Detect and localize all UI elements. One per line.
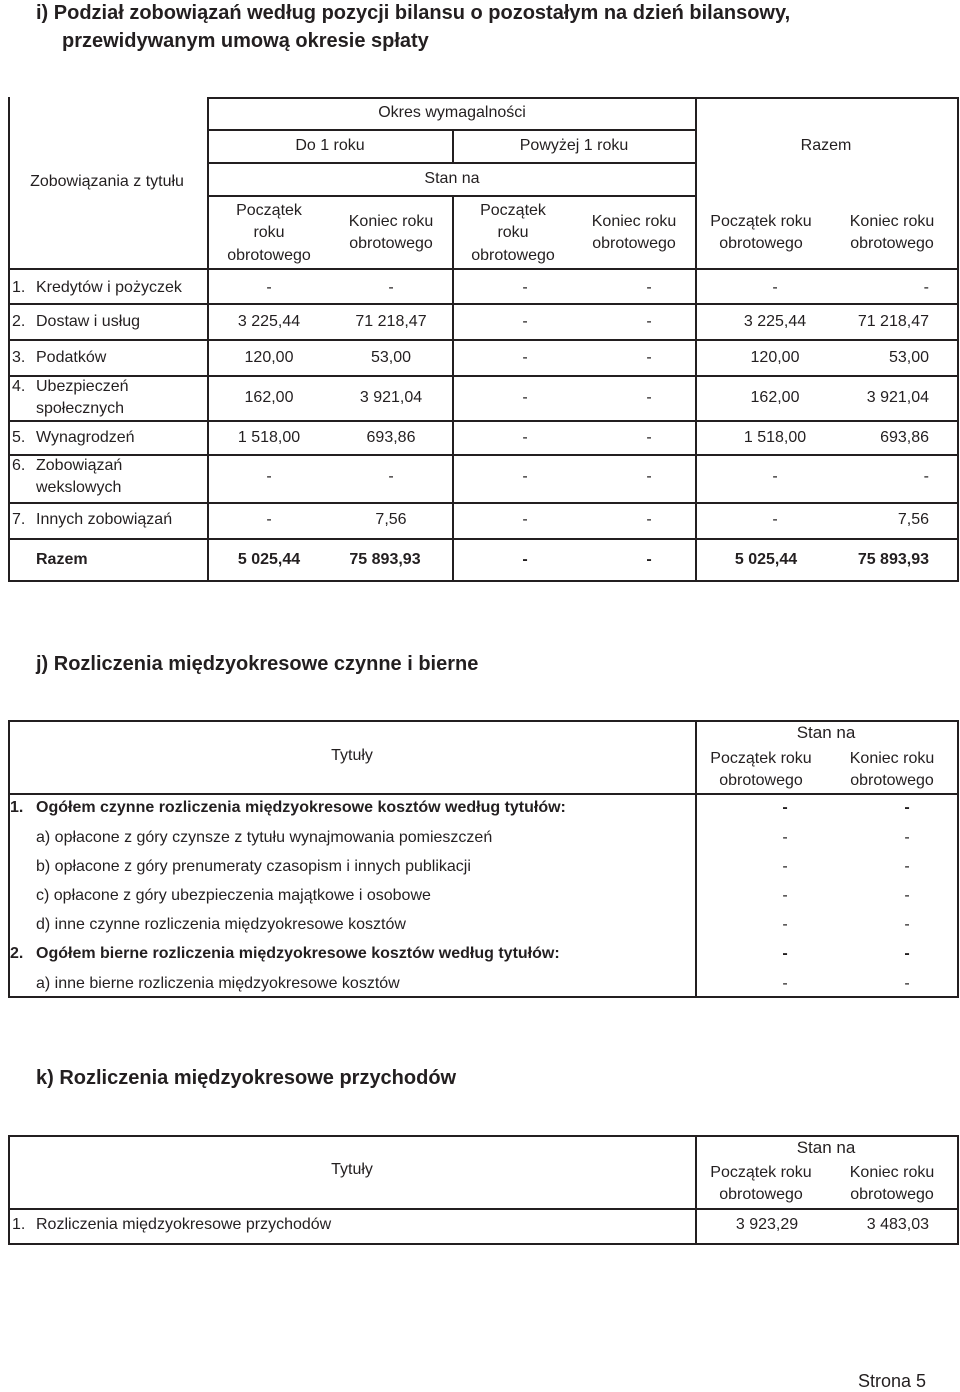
- row-value: -: [522, 279, 528, 296]
- row-value: 693,86: [880, 429, 929, 446]
- header-zobowiazania-z-tytulu: Zobowiązania z tytułu: [30, 173, 184, 190]
- row-label: Ogółem czynne rozliczenia międzyokresowe kosztów według tytułów:: [36, 799, 566, 816]
- header-obrotowego-2: obrotowego: [349, 235, 433, 252]
- row-value-start: -: [782, 829, 788, 846]
- header-poczatek-roku: Początek roku: [710, 1164, 812, 1181]
- row-value: -: [772, 279, 778, 296]
- total-value: -: [646, 551, 652, 568]
- header-koniec-roku: Koniec roku: [849, 750, 935, 767]
- row-value: 693,86: [366, 429, 416, 446]
- row-value: 7,56: [897, 511, 929, 528]
- section-k-title: k) Rozliczenia międzyokresowe przychodów: [36, 1067, 457, 1089]
- header-obrotowego-4: obrotowego: [592, 235, 676, 252]
- row-value: -: [388, 279, 394, 296]
- row-value-start: -: [782, 975, 788, 992]
- row-value-start: -: [782, 799, 788, 816]
- row-number: 5.: [12, 429, 26, 446]
- row-label-line2: społecznych: [36, 400, 125, 417]
- header-obrotowego: obrotowego: [850, 772, 934, 789]
- header-obrotowego-6: obrotowego: [850, 235, 934, 252]
- row-value: -: [646, 349, 652, 366]
- row-value: 1 518,00: [237, 429, 301, 446]
- header-okres-wymagalnosci: Okres wymagalności: [378, 104, 526, 121]
- header-do-1-roku: Do 1 roku: [295, 137, 365, 154]
- row-value-start: -: [782, 916, 788, 933]
- row-number: 1.: [12, 1216, 26, 1233]
- row-label: Kredytów i pożyczek: [36, 279, 182, 296]
- total-value: 5 025,44: [237, 551, 301, 568]
- header-poczatek-a-1: Początek: [236, 202, 302, 219]
- row-label: Wynagrodzeń: [36, 429, 135, 446]
- row-value: -: [646, 313, 652, 330]
- row-number: 4.: [12, 378, 26, 395]
- row-value: -: [923, 468, 929, 485]
- row-number: 3.: [12, 349, 26, 366]
- header-obrotowego: obrotowego: [850, 1186, 934, 1203]
- row-value: -: [522, 313, 528, 330]
- row-label: Dostaw i usług: [36, 313, 141, 330]
- row-value-end: -: [904, 799, 910, 816]
- header-roku-1: roku: [253, 224, 285, 241]
- row-value: -: [522, 511, 528, 528]
- header-razem: Razem: [800, 137, 852, 154]
- row-value-end: -: [904, 858, 910, 875]
- header-stan-na: Stan na: [796, 1138, 856, 1157]
- row-value: -: [266, 511, 272, 528]
- row-label: Ogółem bierne rozliczenia międzyokresowe kosztów według tytułów:: [36, 945, 560, 962]
- row-value: 71 218,47: [857, 313, 929, 330]
- row-value: 53,00: [370, 349, 412, 366]
- row-value: -: [266, 279, 272, 296]
- row-label: a) inne bierne rozliczenia międzyokresowe kosztów: [36, 975, 400, 992]
- row-value-end: -: [904, 887, 910, 904]
- row-value: -: [266, 468, 272, 485]
- header-koniec-roku-2: Koniec roku: [591, 213, 677, 230]
- header-poczatek-roku-3: Początek roku: [710, 213, 812, 230]
- header-obrotowego-1: obrotowego: [227, 247, 311, 264]
- row-value: 7,56: [375, 511, 407, 528]
- header-koniec-roku-3: Koniec roku: [849, 213, 935, 230]
- row-label: a) opłacone z góry czynsze z tytułu wynajmowania pomieszczeń: [36, 829, 493, 846]
- section-j-title: j) Rozliczenia międzyokresowe czynne i bierne: [36, 653, 479, 675]
- row-value: -: [646, 389, 652, 406]
- row-value: -: [646, 279, 652, 296]
- row-value-start: -: [782, 858, 788, 875]
- row-label: Ubezpieczeń: [36, 378, 129, 395]
- row-value: 3 921,04: [866, 389, 929, 406]
- total-row-label: Razem: [36, 551, 88, 568]
- section-i-title-line2: przewidywanym umową okresie spłaty: [62, 30, 429, 52]
- row-value-start: -: [782, 945, 788, 962]
- row-value: 53,00: [888, 349, 929, 366]
- header-stan-na: Stan na: [424, 170, 480, 187]
- row-value: 3 225,44: [237, 313, 301, 330]
- row-label: Rozliczenia międzyokresowe przychodów: [36, 1216, 332, 1233]
- row-value: -: [522, 429, 528, 446]
- total-value: -: [522, 551, 528, 568]
- row-label: c) opłacone z góry ubezpieczenia majątkowe i osobowe: [36, 887, 431, 904]
- header-obrotowego: obrotowego: [719, 1186, 803, 1203]
- row-value-start: 3 923,29: [735, 1216, 799, 1233]
- header-tytuly: Tytuły: [331, 1161, 373, 1178]
- row-value: -: [522, 468, 528, 485]
- row-value-end: -: [904, 945, 910, 962]
- row-label: Podatków: [36, 349, 107, 366]
- row-value-end: 3 483,03: [866, 1216, 929, 1233]
- header-obrotowego-3: obrotowego: [471, 247, 555, 264]
- row-value: 1 518,00: [743, 429, 807, 446]
- row-value: 3 225,44: [743, 313, 807, 330]
- total-value: 75 893,93: [857, 551, 929, 568]
- section-i-title-line1: i) Podział zobowiązań według pozycji bilansu o pozostałym na dzień bilansowy,: [36, 2, 791, 24]
- row-value-end: -: [904, 829, 910, 846]
- row-value: 120,00: [750, 349, 800, 366]
- row-value: 162,00: [244, 389, 294, 406]
- header-obrotowego-5: obrotowego: [719, 235, 803, 252]
- row-label: Innych zobowiązań: [36, 511, 173, 528]
- row-value-start: -: [782, 887, 788, 904]
- header-koniec-roku: Koniec roku: [849, 1164, 935, 1181]
- header-stan-na: Stan na: [796, 723, 856, 742]
- row-number: 1.: [12, 279, 26, 296]
- row-number: 1.: [10, 799, 24, 816]
- row-value: 120,00: [244, 349, 294, 366]
- row-number: 6.: [12, 457, 26, 474]
- row-number: 7.: [12, 511, 26, 528]
- header-powyzej-1-roku: Powyżej 1 roku: [519, 137, 629, 154]
- row-label: d) inne czynne rozliczenia międzyokresowe kosztów: [36, 916, 406, 933]
- row-value: -: [772, 468, 778, 485]
- header-roku-2: roku: [497, 224, 529, 241]
- row-number: 2.: [10, 945, 24, 962]
- total-value: 5 025,44: [734, 551, 798, 568]
- row-value-end: -: [904, 916, 910, 933]
- header-poczatek-a-2: Początek: [480, 202, 546, 219]
- row-value: -: [522, 349, 528, 366]
- header-obrotowego: obrotowego: [719, 772, 803, 789]
- row-value: -: [772, 511, 778, 528]
- row-value: -: [923, 279, 929, 296]
- row-value: -: [646, 511, 652, 528]
- header-poczatek-roku: Początek roku: [710, 750, 812, 767]
- row-value: 162,00: [750, 389, 800, 406]
- row-value: 3 921,04: [359, 389, 423, 406]
- header-tytuly: Tytuły: [331, 747, 373, 764]
- row-value: -: [646, 429, 652, 446]
- row-label: Zobowiązań: [36, 457, 123, 474]
- row-value: -: [522, 389, 528, 406]
- row-value-end: -: [904, 975, 910, 992]
- page-number: Strona 5: [857, 1371, 926, 1391]
- total-value: 75 893,93: [349, 551, 421, 568]
- row-value: -: [388, 468, 394, 485]
- header-koniec-roku-1: Koniec roku: [348, 213, 434, 230]
- row-value: -: [646, 468, 652, 485]
- row-number: 2.: [12, 313, 26, 330]
- row-value: 71 218,47: [355, 313, 427, 330]
- row-label-line2: wekslowych: [36, 479, 122, 496]
- row-label: b) opłacone z góry prenumeraty czasopism i innych publikacji: [36, 858, 471, 875]
